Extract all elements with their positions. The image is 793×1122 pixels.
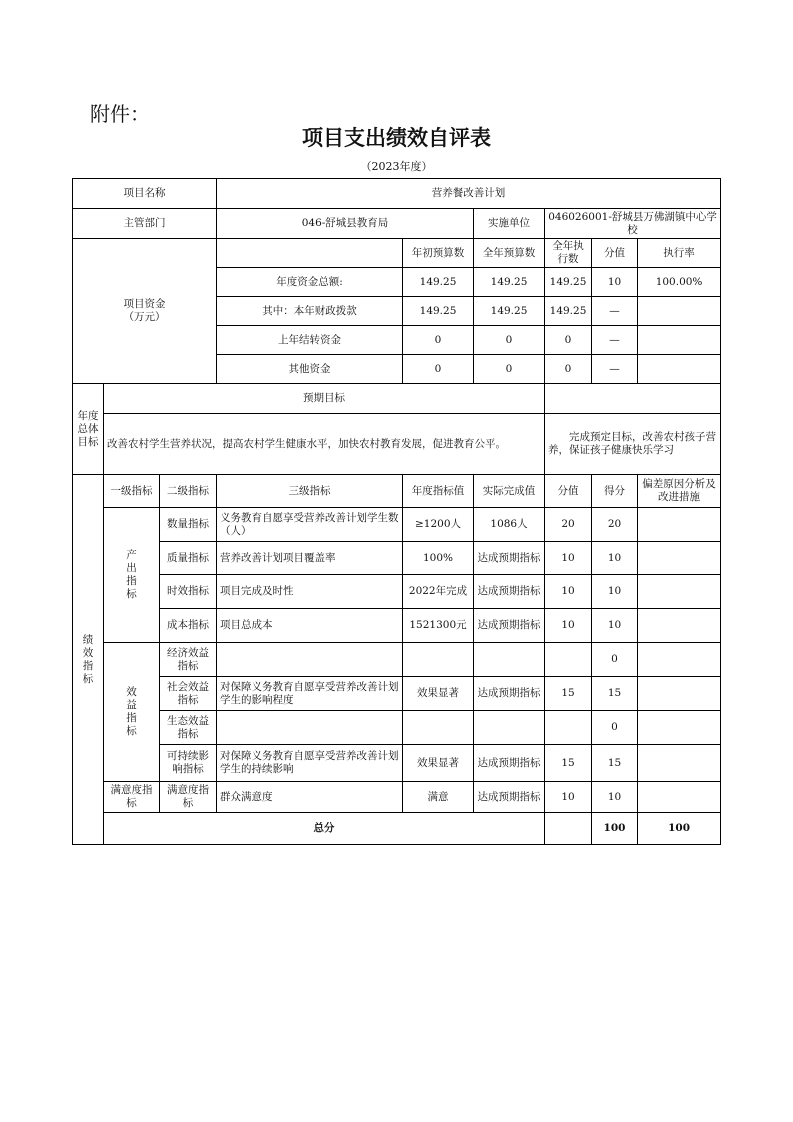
target-value	[403, 711, 474, 745]
funds-cell: 149.25	[474, 268, 545, 297]
perf-header: 分值	[545, 475, 592, 508]
level2-indicator: 成本指标	[160, 609, 217, 643]
funds-cell: 0	[403, 355, 474, 384]
actual-value: 1086人	[474, 508, 545, 542]
funds-header: 分值	[592, 239, 638, 268]
attachment-label: 附件：	[90, 102, 150, 126]
funds-header: 执行率	[638, 239, 721, 268]
got-score: 10	[592, 575, 638, 609]
funds-cell: 0	[474, 355, 545, 384]
year-label: （2023年度）	[360, 160, 433, 173]
score: 15	[545, 677, 592, 711]
funds-cell: 10	[592, 268, 638, 297]
funds-row-label: 上年结转资金	[217, 326, 403, 355]
evaluation-table	[72, 178, 721, 845]
funds-cell: 149.25	[545, 268, 592, 297]
perf-header: 偏差原因分析及改进措施	[638, 475, 721, 508]
target-value: 效果显著	[403, 677, 474, 711]
got-score: 0	[592, 711, 638, 745]
perf-header: 得分	[592, 475, 638, 508]
perf-header: 三级指标	[217, 475, 403, 508]
level3-indicator: 群众满意度	[217, 782, 403, 813]
funds-header: 年初预算数	[403, 239, 474, 268]
dept-value: 046-舒城县教育局	[217, 209, 474, 239]
level3-indicator: 对保障义务教育自愿享受营养改善计划学生的持续影响	[217, 745, 403, 782]
funds-cell	[638, 297, 721, 326]
funds-header: 全年预算数	[474, 239, 545, 268]
level3-indicator	[217, 643, 403, 677]
expected-goal-text: 改善农村学生营养状况，提高农村学生健康水平，加快农村教育发展，促进教育公平。	[104, 414, 545, 475]
actual-value: 达成预期指标	[474, 575, 545, 609]
target-value: 100%	[403, 542, 474, 575]
unit-value: 046026001-舒城县万佛湖镇中心学校	[545, 209, 721, 239]
funds-cell: 100.00%	[638, 268, 721, 297]
got-score: 10	[592, 609, 638, 643]
score: 20	[545, 508, 592, 542]
got-score: 10	[592, 782, 638, 813]
total-label: 总分	[104, 813, 545, 845]
actual-value: 达成预期指标	[474, 782, 545, 813]
funds-cell: 149.25	[545, 297, 592, 326]
perf-header: 一级指标	[104, 475, 160, 508]
actual-goal-text: 完成预定目标，改善农村孩子营养，保证孩子健康快乐学习	[545, 414, 721, 475]
target-value: 2022年完成	[403, 575, 474, 609]
level2-indicator: 可持续影响指标	[160, 745, 217, 782]
target-value: 效果显著	[403, 745, 474, 782]
perf-header: 年度指标值	[403, 475, 474, 508]
actual-value: 达成预期指标	[474, 609, 545, 643]
target-value: 1521300元	[403, 609, 474, 643]
perf-header: 二级指标	[160, 475, 217, 508]
project-name-label: 项目名称	[73, 179, 217, 209]
project-name-value: 营养餐改善计划	[217, 179, 721, 209]
level3-indicator: 对保障义务教育自愿享受营养改善计划学生的影响程度	[217, 677, 403, 711]
level3-indicator: 义务教育自愿享受营养改善计划学生数（人）	[217, 508, 403, 542]
level2-indicator: 数量指标	[160, 508, 217, 542]
level3-indicator: 项目完成及时性	[217, 575, 403, 609]
funds-cell: 0	[545, 355, 592, 384]
level2-indicator: 经济效益指标	[160, 643, 217, 677]
got-score: 0	[592, 643, 638, 677]
funds-cell: 149.25	[403, 268, 474, 297]
funds-header: 全年执行数	[545, 239, 592, 268]
got-score: 15	[592, 745, 638, 782]
funds-row-label: 其中：本年财政拨款	[217, 297, 403, 326]
perf-header: 实际完成值	[474, 475, 545, 508]
funds-cell	[638, 355, 721, 384]
funds-row-label: 其他资金	[217, 355, 403, 384]
score: 10	[545, 575, 592, 609]
level2-indicator: 社会效益指标	[160, 677, 217, 711]
score: 10	[545, 542, 592, 575]
output-label: 产 出 指 标	[104, 508, 160, 643]
funds-label: 项目资金 （万元）	[73, 239, 217, 384]
score: 10	[545, 782, 592, 813]
funds-cell: 0	[474, 326, 545, 355]
score: 10	[545, 609, 592, 643]
actual-value	[474, 643, 545, 677]
level2-indicator: 满意度指标	[160, 782, 217, 813]
level2-indicator: 质量指标	[160, 542, 217, 575]
dept-label: 主管部门	[73, 209, 217, 239]
level2-indicator: 生态效益指标	[160, 711, 217, 745]
total-got: 100	[638, 813, 721, 845]
score	[545, 711, 592, 745]
level3-indicator	[217, 711, 403, 745]
perf-label: 绩 效 指 标	[73, 475, 104, 845]
page-title: 项目支出绩效自评表	[302, 125, 491, 150]
funds-cell: —	[592, 355, 638, 384]
funds-row-label: 年度资金总额:	[217, 268, 403, 297]
got-score: 20	[592, 508, 638, 542]
score	[545, 643, 592, 677]
actual-value: 达成预期指标	[474, 745, 545, 782]
target-value: ≥1200人	[403, 508, 474, 542]
actual-value: 达成预期指标	[474, 677, 545, 711]
funds-cell: 149.25	[403, 297, 474, 326]
level1-indicator: 满意度指标	[104, 782, 160, 813]
funds-cell: 149.25	[474, 297, 545, 326]
level3-indicator: 营养改善计划项目覆盖率	[217, 542, 403, 575]
total-score: 100	[592, 813, 638, 845]
actual-value	[474, 711, 545, 745]
benefit-label: 效 益 指 标	[104, 643, 160, 782]
funds-cell: 0	[545, 326, 592, 355]
got-score: 15	[592, 677, 638, 711]
got-score: 10	[592, 542, 638, 575]
target-value	[403, 643, 474, 677]
funds-cell: —	[592, 297, 638, 326]
level3-indicator: 项目总成本	[217, 609, 403, 643]
funds-cell: —	[592, 326, 638, 355]
funds-cell	[638, 326, 721, 355]
unit-label: 实施单位	[474, 209, 545, 239]
level2-indicator: 时效指标	[160, 575, 217, 609]
expected-goal-label: 预期目标	[104, 384, 545, 414]
target-value: 满意	[403, 782, 474, 813]
actual-value: 达成预期指标	[474, 542, 545, 575]
goals-label: 年度 总体 目标	[73, 384, 104, 475]
funds-cell: 0	[403, 326, 474, 355]
score: 15	[545, 745, 592, 782]
